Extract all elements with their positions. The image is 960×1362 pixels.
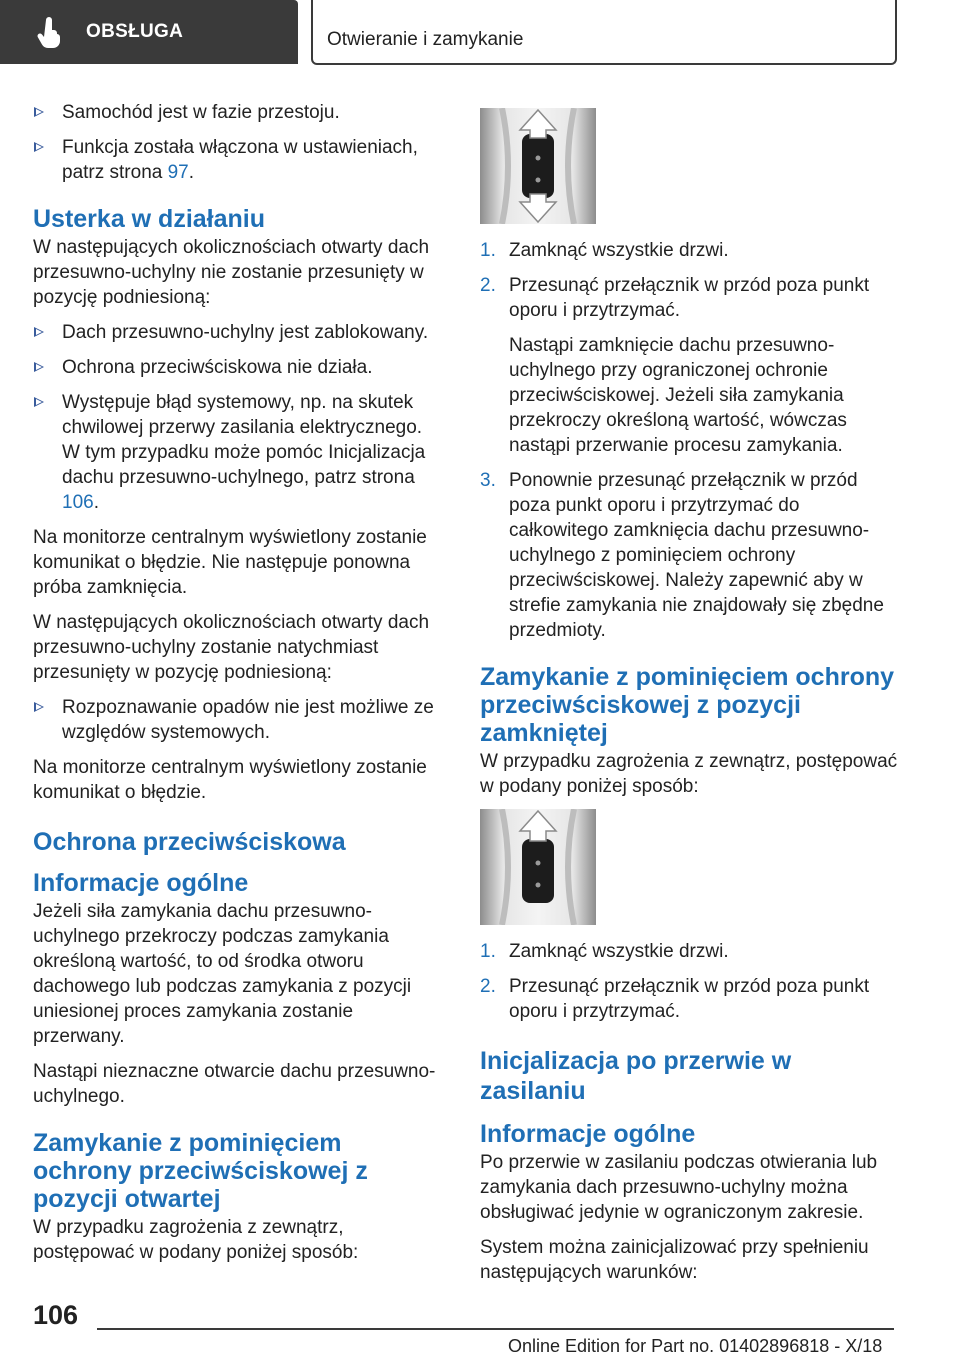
- page-link[interactable]: 97: [167, 162, 189, 183]
- roof-switch-image: [480, 108, 596, 224]
- heading-override-open: Zamykanie z pominięciem ochrony przeciwściskowej z pozycji otwartej: [33, 1129, 368, 1213]
- list-item: Funkcja została włączona w ustawieniach, patrz strona 97.: [33, 135, 445, 185]
- list-item: 1. Zamknąć wszystkie drzwi.: [480, 240, 729, 261]
- section-tab: [0, 0, 298, 64]
- heading-fault: Usterka w działaniu: [33, 205, 266, 233]
- paragraph: Na monitorze centralnym wyświetlony zostanie komunikat o błędzie. Nie następuje ponowna próba zamknięcia.: [33, 527, 427, 598]
- chapter-title: Otwieranie i zamykanie: [327, 29, 524, 50]
- bullet-list: [33, 100, 445, 185]
- list-item: 3. Ponownie przesunąć przełącznik w przód poza punkt oporu i przytrzymać do całkowitego zamknięcia dachu przesuwno-uchylnego z pominięciem ochrony przeciwściskowej. Należy zapewnić aby w strefie zamykania nie znajdowały się zbędne przedmioty.: [480, 470, 884, 641]
- paragraph: Po przerwie w zasilaniu podczas otwierania lub zamykania dach przesuwno-uchylny można obsługiwać jedynie w ograniczonym zakresie.: [480, 1152, 878, 1223]
- triangle-bullet-icon: [34, 362, 44, 372]
- paragraph: W przypadku zagrożenia z zewnątrz, postępować w podany poniżej sposób:: [33, 1217, 359, 1263]
- paragraph: W przypadku zagrożenia z zewnątrz, postępować w podany poniżej sposób:: [480, 751, 898, 797]
- heading-general-info: Informacje ogólne: [33, 869, 249, 897]
- hand-touch-icon: [36, 16, 66, 48]
- footer-divider: [97, 1328, 894, 1330]
- numbered-list: [480, 238, 900, 643]
- paragraph: Jeżeli siła zamykania dachu przesuwno-uchylnego przekroczy podczas zamykania określoną wartość, to od środka otworu dachowego lub podczas zamykania z pozycji uniesionej proces zamykania zostanie przerwany.: [33, 901, 412, 1047]
- list-item: Rozpoznawanie opadów nie jest możliwe ze względów systemowych.: [33, 695, 445, 745]
- roof-switch-image: [480, 809, 596, 925]
- heading-pinch-protection: Ochrona przeciwściskowa: [33, 828, 346, 856]
- triangle-bullet-icon: [34, 702, 44, 712]
- list-item: 2. Przesunąć przełącznik w przód poza punkt oporu i przytrzymać.: [480, 976, 870, 1022]
- page-link[interactable]: 106: [62, 492, 94, 513]
- paragraph: W następujących okolicznościach otwarty dach przesuwno-uchylny zostanie natychmiast przesunięty w pozycję podniesioną:: [33, 612, 430, 683]
- roof-switch-illustration: [480, 809, 596, 925]
- left-column: [33, 100, 445, 1275]
- heading-general-info: Informacje ogólne: [480, 1120, 696, 1148]
- right-column: [480, 108, 900, 1295]
- triangle-bullet-icon: [34, 397, 44, 407]
- list-item: Występuje błąd systemowy, np. na skutek chwilowej przerwy zasilania elektrycznego. W tym przypadku może pomóc Inicjalizacja dachu przesuwno-uchylnego, patrz strona 106.: [33, 390, 445, 515]
- paragraph: Na monitorze centralnym wyświetlony zostanie komunikat o błędzie.: [33, 757, 427, 803]
- triangle-bullet-icon: [34, 327, 44, 337]
- paragraph: Nastąpi nieznaczne otwarcie dachu przesuwno-uchylnego.: [33, 1061, 436, 1107]
- list-item: 2. Przesunąć przełącznik w przód poza punkt oporu i przytrzymać. Nastąpi zamknięcie dachu przesuwno-uchylnego przy ograniczonej ochronie przeciwściskowej. Jeżeli siła zamykania przekroczy określoną wartość, wówczas nastąpi przerwanie procesu zamykania.: [480, 275, 870, 456]
- heading-init: Inicjalizacja po przerwie w zasilaniu: [480, 1047, 792, 1105]
- triangle-bullet-icon: [34, 107, 44, 117]
- page-number: 106: [33, 1300, 79, 1330]
- heading-override-closed: Zamykanie z pominięciem ochrony przeciwściskowej z pozycji zamkniętej: [480, 663, 895, 747]
- chapter-tab: [311, 0, 897, 65]
- bullet-list: [33, 320, 445, 515]
- triangle-bullet-icon: [34, 142, 44, 152]
- bullet-list: [33, 695, 445, 745]
- paragraph: W następujących okolicznościach otwarty dach przesuwno-uchylny nie zostanie przesunięty w pozycję podniesioną:: [33, 237, 430, 308]
- roof-switch-illustration: [480, 108, 596, 224]
- section-title: OBSŁUGA: [86, 21, 184, 42]
- list-item: Samochód jest w fazie przestoju.: [33, 100, 445, 125]
- page-header: [0, 0, 960, 66]
- paragraph: System można zainicjalizować przy spełnieniu następujących warunków:: [480, 1237, 869, 1283]
- numbered-list: [480, 939, 900, 1024]
- list-item: Ochrona przeciwściskowa nie działa.: [33, 355, 445, 380]
- list-item: Dach przesuwno-uchylny jest zablokowany.: [33, 320, 445, 345]
- list-item: 1. Zamknąć wszystkie drzwi.: [480, 941, 729, 962]
- edition-note: Online Edition for Part no. 01402896818 - X/18: [508, 1336, 883, 1356]
